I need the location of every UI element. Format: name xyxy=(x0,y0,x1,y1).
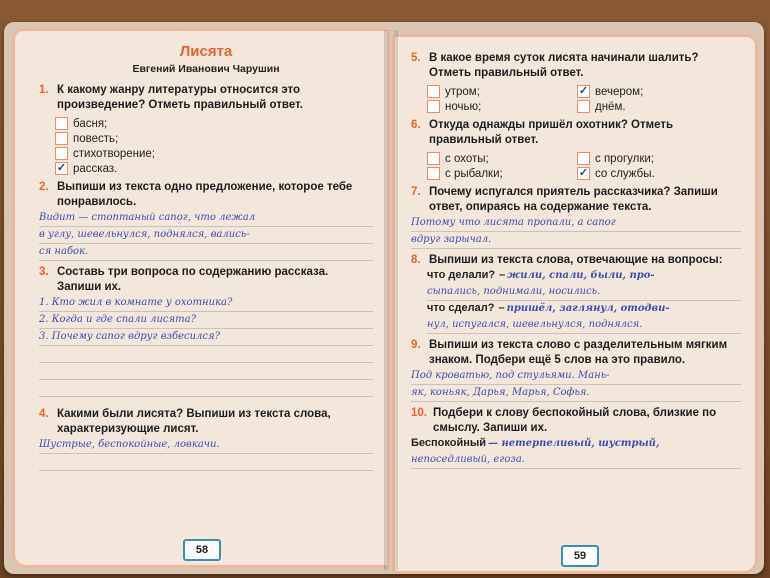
checkbox[interactable] xyxy=(55,147,68,160)
question-10 xyxy=(411,406,741,436)
answer-line[interactable]: сыпались, поднимали, носились. xyxy=(427,284,741,301)
checkbox-checked[interactable]: ✓ xyxy=(56,162,67,174)
key-word: Беспокойный xyxy=(411,437,487,449)
q1-options xyxy=(55,116,373,176)
option-label: повесть; xyxy=(73,132,119,145)
answer-line[interactable]: 1. Кто жил в комнате у охотника? xyxy=(39,295,373,312)
question-number: 6. xyxy=(411,119,421,131)
question-3 xyxy=(39,265,373,295)
question-1 xyxy=(39,83,373,113)
answer-line[interactable]: ся набок. xyxy=(39,244,373,261)
option-walk[interactable] xyxy=(577,151,727,166)
q4-answer xyxy=(39,437,373,471)
option-label: рассказ. xyxy=(73,162,118,175)
answer-line[interactable]: Шустрые, беспокойные, ловкачи. xyxy=(39,437,373,454)
book-gutter xyxy=(384,30,398,570)
option-evening[interactable] xyxy=(577,84,727,99)
handwritten-answer[interactable]: пришёл, заглянул, отодви- xyxy=(506,303,670,314)
question-text: К какому жанру литературы относится это произведение? Отметь правильный ответ. xyxy=(57,84,303,111)
question-text: Какими были лисята? Выпиши из текста слова, характеризующие лисят. xyxy=(57,408,331,435)
answer-line[interactable]: непоседливый, егоза. xyxy=(411,452,741,469)
checkbox[interactable] xyxy=(427,85,440,98)
story-title: Лисята xyxy=(179,43,233,60)
answer-line[interactable] xyxy=(39,363,373,380)
option-label: днём. xyxy=(595,100,626,113)
option-stikhotvorenie[interactable] xyxy=(55,146,373,161)
answer-line[interactable] xyxy=(39,454,373,471)
question-text: В какое время суток лисята начинали шалить? Отметь правильный ответ. xyxy=(429,52,699,79)
question-number: 4. xyxy=(39,408,49,420)
option-label: со службы. xyxy=(595,167,655,180)
q10-answer xyxy=(411,452,741,469)
sub-question: что сделал? xyxy=(427,302,495,314)
answer-line[interactable]: 2. Когда и где спали лисята? xyxy=(39,312,373,329)
question-number: 1. xyxy=(39,84,49,96)
question-number: 7. xyxy=(411,186,421,198)
question-9 xyxy=(411,338,741,368)
option-fishing[interactable] xyxy=(427,166,577,181)
handwritten-answer[interactable]: жили, спали, были, про- xyxy=(507,270,655,281)
answer-line[interactable] xyxy=(39,346,373,363)
q8-sub-1: что делали? – жили, спали, были, про- xyxy=(427,268,741,284)
option-morning[interactable] xyxy=(427,84,577,99)
q8-sub-2: что сделал? – пришёл, заглянул, отодви- xyxy=(427,301,741,317)
story-author: Евгений Иванович Чарушин xyxy=(132,63,280,75)
checkbox-checked[interactable]: ✓ xyxy=(578,167,589,179)
checkbox-checked[interactable]: ✓ xyxy=(578,85,589,97)
question-5 xyxy=(411,51,741,81)
option-label: с охоты; xyxy=(445,152,489,165)
option-label: с прогулки; xyxy=(595,152,655,165)
handwritten-answer[interactable]: — нетерпеливый, шустрый, xyxy=(488,438,660,449)
question-7 xyxy=(411,185,741,215)
question-number: 10. xyxy=(411,407,427,419)
answer-line[interactable] xyxy=(39,380,373,397)
q7-answer xyxy=(411,215,741,249)
answer-line[interactable]: 3. Почему сапог вдруг взбесился? xyxy=(39,329,373,346)
left-page xyxy=(12,28,390,568)
answer-line[interactable]: як, коньяк, Дарья, Марья, Софья. xyxy=(411,385,741,402)
checkbox[interactable] xyxy=(55,117,68,130)
checkbox[interactable] xyxy=(55,132,68,145)
sub-question: что делали? xyxy=(427,269,496,281)
option-rasskaz[interactable] xyxy=(55,161,373,176)
question-8 xyxy=(411,253,741,268)
q5-options xyxy=(427,84,741,114)
checkbox[interactable] xyxy=(427,152,440,165)
answer-line[interactable]: нул, испугался, шевельнулся, поднялся. xyxy=(427,317,741,334)
checkbox[interactable] xyxy=(427,167,440,180)
question-2 xyxy=(39,180,373,210)
question-number: 8. xyxy=(411,254,421,266)
option-label: утром; xyxy=(445,85,480,98)
question-number: 2. xyxy=(39,181,49,193)
option-povest[interactable] xyxy=(55,131,373,146)
q10-word-row xyxy=(411,436,741,452)
question-6 xyxy=(411,118,741,148)
option-label: басня; xyxy=(73,117,108,130)
q8-answer-1 xyxy=(427,284,741,301)
question-text: Почему испугался приятель рассказчика? Запиши ответ, опираясь на содержание текста. xyxy=(429,186,718,213)
option-day[interactable] xyxy=(577,99,727,114)
option-label: ночью; xyxy=(445,100,482,113)
checkbox[interactable] xyxy=(577,152,590,165)
question-text: Составь три вопроса по содержанию рассказа. Запиши их. xyxy=(57,266,329,293)
option-label: вечером; xyxy=(595,85,644,98)
question-text: Выпиши из текста одно предложение, которое тебе понравилось. xyxy=(57,181,353,208)
option-service[interactable] xyxy=(577,166,727,181)
question-text: Выпиши из текста слово с разделительным мягким знаком. Подбери ещё 5 слов на это правило. xyxy=(429,339,728,366)
q2-answer xyxy=(39,210,373,261)
question-number: 9. xyxy=(411,339,421,351)
q3-answer xyxy=(39,295,373,397)
q6-options xyxy=(427,151,741,181)
option-basnya[interactable] xyxy=(55,116,373,131)
checkbox[interactable] xyxy=(577,100,590,113)
answer-line[interactable]: Под кроватью, под стульями. Мань- xyxy=(411,368,741,385)
question-4 xyxy=(39,407,373,437)
page-number: 58 xyxy=(183,539,221,561)
answer-line[interactable]: в углу, шевельнулся, поднялся, вались- xyxy=(39,227,373,244)
checkbox[interactable] xyxy=(427,100,440,113)
option-hunt[interactable] xyxy=(427,151,577,166)
option-night[interactable] xyxy=(427,99,577,114)
question-number: 5. xyxy=(411,52,421,64)
question-text: Откуда однажды пришёл охотник? Отметь правильный ответ. xyxy=(429,119,674,146)
question-text: Выпиши из текста слова, отвечающие на вопросы: xyxy=(429,254,723,266)
q8-answer-2 xyxy=(427,317,741,334)
right-page xyxy=(392,34,758,574)
q9-answer xyxy=(411,368,741,402)
question-number: 3. xyxy=(39,266,49,278)
question-text: Подбери к слову беспокойный слова, близкие по смыслу. Запиши их. xyxy=(433,407,717,434)
answer-line[interactable]: Видит — стоптаный сапог, что лежал xyxy=(39,210,373,227)
answer-line[interactable]: Потому что лисята пропали, а сапог xyxy=(411,215,741,232)
option-label: стихотворение; xyxy=(73,147,156,160)
answer-line[interactable]: вдруг зарычал. xyxy=(411,232,741,249)
option-label: с рыбалки; xyxy=(445,167,503,180)
page-number: 59 xyxy=(561,545,599,567)
